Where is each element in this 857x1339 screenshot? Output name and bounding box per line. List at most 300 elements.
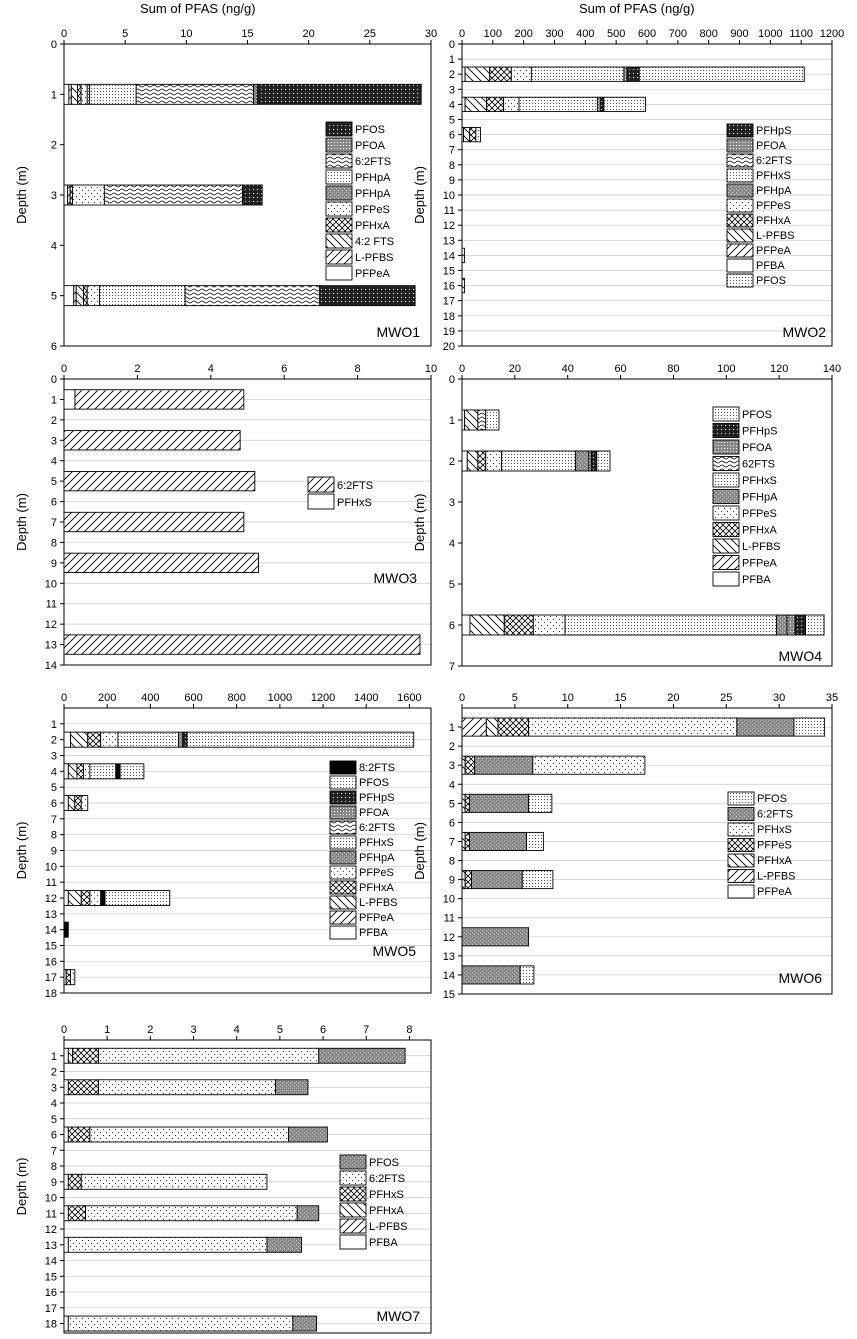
x-tick-label: 5 <box>511 692 518 704</box>
bar-segment-pfos <box>257 84 421 104</box>
x-tick-label: 200 <box>514 28 533 40</box>
y-tick-label: 2 <box>50 414 57 427</box>
legend-label: PFHxA <box>742 524 777 537</box>
y-tick-label: 6 <box>448 129 455 142</box>
bar-segment-pfhpa <box>99 286 185 306</box>
y-tick-label: 2 <box>50 734 57 747</box>
bar-segment-pfba <box>64 732 70 747</box>
legend-label: PFPeA <box>355 268 390 280</box>
bar-segment-pfhxs <box>73 1048 99 1063</box>
bar-segment-l-pfbs <box>467 451 478 471</box>
bar-segment-pfhxa <box>66 970 70 985</box>
bar-segment-4-2-fts <box>71 84 77 104</box>
bar-segment-pfhxs <box>68 1174 81 1189</box>
bar-segment-6-2fts <box>68 1237 267 1252</box>
x-tick-label: 4 <box>207 363 214 375</box>
legend-swatch <box>330 866 356 879</box>
panel-mwo1 <box>14 28 437 353</box>
legend-swatch <box>727 169 753 182</box>
y-axis-title: Depth (m) <box>14 821 29 880</box>
bar-segment-pfpes <box>533 615 565 635</box>
bar-segment-pfos <box>597 451 610 471</box>
x-tick-label: 900 <box>730 28 749 40</box>
y-tick-label: 5 <box>448 114 455 127</box>
y-tick-label: 9 <box>50 1176 57 1189</box>
legend-swatch <box>340 1235 366 1249</box>
legend-label: PFBA <box>756 260 785 272</box>
y-tick-label: 18 <box>442 310 455 323</box>
bar-segment-l-pfbs <box>465 67 490 81</box>
bar-segment-pfos <box>105 890 170 905</box>
legend-label: PFHpA <box>355 172 391 184</box>
bar-segment-pfba <box>64 1206 68 1221</box>
x-tick-label: 20 <box>302 28 315 40</box>
bar-segment-6-2fts <box>472 871 523 889</box>
x-tick-label: 1100 <box>789 28 813 40</box>
bar-segment-6-2fts <box>90 1127 289 1142</box>
legend-label: PFPeS <box>757 839 792 852</box>
bar-segment-4-2-fts <box>76 286 83 306</box>
y-tick-label: 7 <box>50 1145 57 1158</box>
y-tick-label: 4 <box>50 455 57 468</box>
y-tick-label: 3 <box>50 435 57 448</box>
x-tick-label: 500 <box>606 28 626 40</box>
y-tick-label: 1 <box>448 722 455 735</box>
bar-segment-pfhxa <box>487 97 504 111</box>
legend-swatch <box>713 572 739 586</box>
x-tick-label: 700 <box>668 28 688 40</box>
bar-segment-pfpes <box>81 84 87 104</box>
legend-swatch <box>340 1219 366 1233</box>
bar-segment-pfos <box>120 764 144 779</box>
legend-label: 6:2FTS <box>337 480 374 492</box>
legend-swatch <box>728 808 754 821</box>
bar-segment-pfpes <box>81 795 87 810</box>
x-tick-label: 80 <box>667 363 680 375</box>
y-tick-label: 4 <box>448 99 455 112</box>
y-tick-label: 14 <box>44 660 57 672</box>
legend-swatch <box>713 539 739 553</box>
legend-label: PFPeS <box>355 204 390 216</box>
bar-segment-6-2fts <box>86 1206 298 1221</box>
bar-segment-pfba <box>64 1237 68 1252</box>
legend-label: PFBA <box>742 574 771 586</box>
bar-segment-pfpes <box>465 756 475 774</box>
bar-segment-6-2fts <box>469 832 526 850</box>
bar-segment-pfhxs <box>64 390 75 409</box>
bar-segment-6-2fts <box>462 966 520 984</box>
legend-label: PFOA <box>359 807 389 819</box>
x-tick-label: 10 <box>180 28 193 40</box>
x-tick-label: 1000 <box>267 692 293 704</box>
bar-segment-pfba <box>462 67 465 81</box>
y-tick-label: 12 <box>44 893 57 905</box>
legend-label: PFPeA <box>359 912 394 924</box>
legend-swatch <box>330 926 356 939</box>
legend-swatch <box>727 229 753 242</box>
bar-segment-pfhxa <box>81 890 90 905</box>
bar-segment-pfpes <box>465 832 469 850</box>
bar-segment-l-pfbs <box>462 278 464 292</box>
bar-segment-6-2fts <box>469 794 528 812</box>
legend-label: L-PFBS <box>369 1221 408 1233</box>
legend-label: PFOA <box>742 442 772 454</box>
y-tick-label: 15 <box>44 1271 57 1284</box>
y-tick-label: 3 <box>448 760 455 773</box>
bar-segment-pfba <box>64 1174 68 1189</box>
bar-segment-pfpes <box>90 890 101 905</box>
panel-mwo4 <box>412 363 841 673</box>
legend-swatch <box>728 839 754 852</box>
legend-swatch <box>727 259 753 272</box>
x-tick-label: 30 <box>773 692 786 704</box>
bar-segment-pfhxs <box>519 97 598 111</box>
y-tick-label: 13 <box>44 908 57 921</box>
y-tick-label: 17 <box>44 972 57 985</box>
legend-label: PFHxS <box>742 475 777 487</box>
y-tick-label: 3 <box>50 190 57 202</box>
x-tick-label: 120 <box>769 363 789 375</box>
y-tick-label: 17 <box>442 295 455 308</box>
y-tick-label: 2 <box>448 456 455 468</box>
y-axis-title: Depth (m) <box>14 166 29 224</box>
legend-swatch <box>308 494 334 509</box>
y-tick-label: 12 <box>44 1224 57 1237</box>
legend-label: PFPeS <box>756 200 791 212</box>
y-tick-label: 11 <box>45 1208 57 1221</box>
legend-label: PFOA <box>355 140 385 152</box>
bar-segment-pfba <box>462 451 467 471</box>
x-tick-label: 25 <box>363 28 376 40</box>
bar-segment-pfoa <box>624 67 627 81</box>
y-tick-label: 3 <box>50 750 57 763</box>
legend-label: PFOS <box>757 793 787 805</box>
y-tick-label: 16 <box>44 956 57 969</box>
panel-label: MWO6 <box>778 970 822 986</box>
bar-segment-pfhxs <box>565 615 776 635</box>
bar-segment-l-pfbs <box>68 795 74 810</box>
legend-swatch <box>713 523 739 537</box>
legend-label: 6:2FTS <box>359 822 396 834</box>
bar-segment-pfhxa <box>462 832 465 850</box>
legend-label: PFHxA <box>355 220 390 232</box>
y-tick-label: 7 <box>448 836 455 849</box>
legend-label: PFHxS <box>757 824 792 836</box>
legend-label: PFHxA <box>757 855 792 867</box>
y-tick-label: 0 <box>448 374 455 386</box>
legend-label: PFPeS <box>359 867 394 879</box>
legend-label: 6:2FTS <box>355 156 392 168</box>
bar-segment-pfos <box>243 185 263 205</box>
legend-swatch <box>326 138 352 152</box>
x-tick-label: 20 <box>508 363 521 375</box>
bar-segment-pfoa <box>254 84 258 104</box>
panel-mwo6 <box>412 692 838 1001</box>
y-tick-label: 7 <box>50 813 57 826</box>
bar-segment-pfba <box>64 1048 68 1063</box>
bar-segment-pfhxa <box>462 794 465 812</box>
bar-segment-l-pfbs <box>68 890 81 905</box>
bar-segment-pfpea <box>64 84 69 104</box>
y-tick-label: 15 <box>442 265 455 278</box>
x-tick-label: 7 <box>363 1024 370 1036</box>
y-axis-title: Depth (m) <box>412 166 427 224</box>
legend-swatch <box>326 218 352 232</box>
bar-segment-pfpes <box>504 97 519 111</box>
legend-label: PFOS <box>359 777 389 789</box>
x-tick-label: 4 <box>233 1024 240 1036</box>
legend-swatch <box>330 776 356 789</box>
legend-swatch <box>728 870 754 883</box>
legend-label: PFHpA <box>359 852 395 864</box>
legend-swatch <box>728 885 754 898</box>
bar-segment-pfhxs <box>68 1080 98 1095</box>
bar-segment-pfpes <box>87 286 99 306</box>
bar-segment-8-2fts <box>116 764 120 779</box>
bar-segment-pfos <box>319 1048 405 1063</box>
bar-segment-62fts <box>478 410 486 430</box>
bar-segment-6-2fts <box>737 718 794 736</box>
bar-segment-pfos <box>604 97 646 111</box>
bar-segment-l-pfbs <box>465 410 478 430</box>
y-tick-label: 15 <box>44 940 57 953</box>
legend-swatch <box>340 1171 366 1185</box>
legend-swatch <box>727 124 753 137</box>
x-tick-label: 140 <box>822 363 842 375</box>
bar-segment-6-2fts <box>64 431 240 450</box>
y-tick-label: 2 <box>448 741 455 754</box>
bar-segment-l-pfbs <box>470 615 504 635</box>
bar-segment-pfoa <box>598 97 601 111</box>
bar-segment-pfos <box>276 1080 308 1095</box>
legend-swatch <box>330 836 356 849</box>
legend-swatch <box>340 1155 366 1169</box>
legend-swatch <box>330 851 356 864</box>
legend-swatch <box>727 184 753 197</box>
x-tick-label: 0 <box>458 363 466 375</box>
x-tick-label: 300 <box>545 28 564 40</box>
bar-segment-pfba <box>64 764 68 779</box>
legend-swatch <box>727 214 753 227</box>
bar-segment-pfoa <box>787 615 795 635</box>
legend-label: 6:2FTS <box>756 155 793 167</box>
legend-swatch <box>340 1203 366 1217</box>
bar-segment-pfhps <box>183 732 187 747</box>
y-tick-label: 20 <box>442 341 455 353</box>
bar-segment-6-2fts <box>68 1316 293 1331</box>
legend-label: PFHpS <box>359 792 395 804</box>
y-tick-label: 3 <box>448 84 455 97</box>
bar-segment-pfpes <box>465 871 471 889</box>
bar-segment-pfhxs <box>531 67 624 81</box>
legend-label: PFPeS <box>742 508 777 520</box>
x-tick-label: 8 <box>354 363 361 375</box>
bar-segment-pfhxs <box>533 756 645 774</box>
x-tick-label: 0 <box>458 692 466 704</box>
bar-segment-pfpea <box>64 286 74 306</box>
bar-segment-6-2fts <box>99 1080 276 1095</box>
x-tick-label: 100 <box>717 363 736 375</box>
panel-label: MWO3 <box>373 570 417 586</box>
legend-swatch <box>326 250 352 264</box>
bar-segment-pfhxa <box>486 718 498 736</box>
x-tick-label: 3 <box>190 1024 197 1036</box>
bar-segment-pfpes <box>486 451 502 471</box>
x-tick-label: 1 <box>104 1024 111 1036</box>
bar-segment-l-pfbs <box>462 248 464 262</box>
y-tick-label: 6 <box>50 496 57 509</box>
panel-label: MWO5 <box>372 943 416 959</box>
y-tick-label: 10 <box>442 893 455 906</box>
x-tick-label: 1000 <box>758 28 783 40</box>
x-tick-label: 0 <box>458 28 466 40</box>
bar-segment-pfhxs <box>68 1127 90 1142</box>
legend-swatch <box>727 274 753 287</box>
y-tick-label: 13 <box>442 235 455 248</box>
x-tick-label: 5 <box>276 1024 283 1036</box>
x-tick-label: 0 <box>60 28 68 40</box>
y-tick-label: 8 <box>50 1161 57 1174</box>
bar-segment-pfba <box>64 1127 68 1142</box>
bar-segment-6-2fts <box>99 1048 319 1063</box>
legend-swatch <box>326 266 352 280</box>
x-tick-label: 200 <box>97 692 117 704</box>
legend-label: 6:2FTS <box>757 808 794 821</box>
legend-swatch <box>713 424 739 438</box>
y-tick-label: 0 <box>50 374 57 386</box>
legend-swatch <box>713 440 739 454</box>
bar-segment-pfhxs <box>68 1206 85 1221</box>
legend-swatch <box>308 477 334 492</box>
legend-label: PFHpA <box>355 188 391 200</box>
bar-segment-pfba <box>462 97 465 111</box>
x-tick-label: 6 <box>281 363 288 375</box>
legend-swatch <box>330 911 356 924</box>
x-tick-label: 1400 <box>353 692 379 704</box>
bar-segment-pfos <box>267 1237 302 1252</box>
y-tick-label: 6 <box>448 620 455 632</box>
bar-segment-pfpes <box>511 67 531 81</box>
y-tick-label: 5 <box>50 782 57 795</box>
y-tick-label: 15 <box>442 989 455 1001</box>
panel-mwo2 <box>412 28 844 353</box>
bar-segment-pfba <box>64 1316 68 1331</box>
bar-segment-pfhxa <box>88 732 101 747</box>
bar-segment-6-2fts <box>75 390 244 409</box>
legend-swatch <box>326 202 352 216</box>
legend-label: 62FTS <box>742 458 776 471</box>
bar-segment-pfos <box>522 871 553 889</box>
legend-label: PFPeA <box>757 886 792 898</box>
bar-segment-pfhxa <box>68 1048 72 1063</box>
bar-segment-pfhxa <box>75 795 81 810</box>
legend-swatch <box>326 122 352 136</box>
bar-segment-6-2fts <box>475 756 533 774</box>
x-tick-label: 8 <box>406 1024 413 1036</box>
y-tick-label: 5 <box>448 579 455 591</box>
legend-label: PFOS <box>369 1157 399 1169</box>
legend-label: 4:2 FTS <box>355 236 395 248</box>
legend-swatch <box>713 407 739 421</box>
bar-segment-6-2fts <box>64 553 259 572</box>
bar-segment-pfhxs <box>118 732 178 747</box>
y-tick-label: 1 <box>448 54 455 67</box>
legend-label: PFBA <box>369 1237 398 1249</box>
bar-segment-6-2fts <box>136 84 253 104</box>
bar-segment-6-2fts <box>81 1174 267 1189</box>
y-tick-label: 12 <box>44 619 57 632</box>
legend-label: PFBA <box>359 927 388 939</box>
y-tick-label: 11 <box>443 912 455 925</box>
legend-label: PFOA <box>756 140 786 152</box>
y-tick-label: 10 <box>44 861 57 874</box>
legend-label: 8:2FTS <box>359 762 396 774</box>
legend-swatch <box>340 1187 366 1201</box>
bar-segment-pfos <box>187 732 414 747</box>
legend-swatch <box>326 170 352 184</box>
y-tick-label: 14 <box>442 250 455 263</box>
y-tick-label: 6 <box>448 817 455 830</box>
legend-swatch <box>330 791 356 804</box>
y-tick-label: 4 <box>448 779 455 792</box>
bar-segment-6-2fts <box>462 928 529 946</box>
legend-swatch <box>330 821 356 834</box>
y-tick-label: 9 <box>448 874 455 887</box>
x-tick-label: 35 <box>825 692 839 704</box>
bar-segment-pfhxs <box>90 764 116 779</box>
x-tick-label: 25 <box>720 692 733 704</box>
bar-segment-6-2fts <box>64 512 244 531</box>
y-tick-label: 3 <box>448 497 455 509</box>
x-tick-label: 30 <box>424 28 438 40</box>
bar-segment-pfos <box>529 794 552 812</box>
y-tick-label: 11 <box>443 205 455 218</box>
bar-segment-pfpes <box>70 970 74 985</box>
bar-segment-pfhxa <box>462 756 465 774</box>
x-tick-label: 2 <box>147 1024 154 1036</box>
y-tick-label: 2 <box>448 69 455 82</box>
y-tick-label: 6 <box>50 341 57 353</box>
legend-label: L-PFBS <box>355 252 394 264</box>
bar-segment-pfhps <box>795 615 806 635</box>
y-tick-label: 14 <box>44 1255 57 1268</box>
y-tick-label: 10 <box>44 578 57 591</box>
y-tick-label: 12 <box>442 220 455 233</box>
legend-label: PFHxS <box>337 497 372 509</box>
legend-label: L-PFBS <box>359 897 398 909</box>
y-tick-label: 11 <box>45 598 57 611</box>
x-tick-label: 6 <box>319 1024 327 1036</box>
bar-segment-pfhpa <box>178 732 182 747</box>
y-tick-label: 4 <box>448 538 455 550</box>
bar-segment-pfos <box>526 832 543 850</box>
y-axis-title: Depth (m) <box>14 1157 29 1216</box>
legend-swatch <box>713 490 739 504</box>
bar-segment-pfpes <box>73 185 105 205</box>
bar-segment-pfhps <box>592 451 597 471</box>
bar-segment-pfhxa <box>504 615 533 635</box>
x-tick-label: 40 <box>561 363 574 375</box>
y-tick-label: 4 <box>50 240 57 253</box>
legend-label: L-PFBS <box>757 870 796 883</box>
y-tick-label: 14 <box>44 924 57 937</box>
legend-swatch <box>326 234 352 248</box>
y-tick-label: 7 <box>448 144 455 157</box>
panel-mwo5 <box>14 692 431 1000</box>
y-tick-label: 6 <box>50 1129 57 1142</box>
y-tick-label: 5 <box>50 1113 57 1126</box>
y-tick-label: 7 <box>448 661 455 673</box>
